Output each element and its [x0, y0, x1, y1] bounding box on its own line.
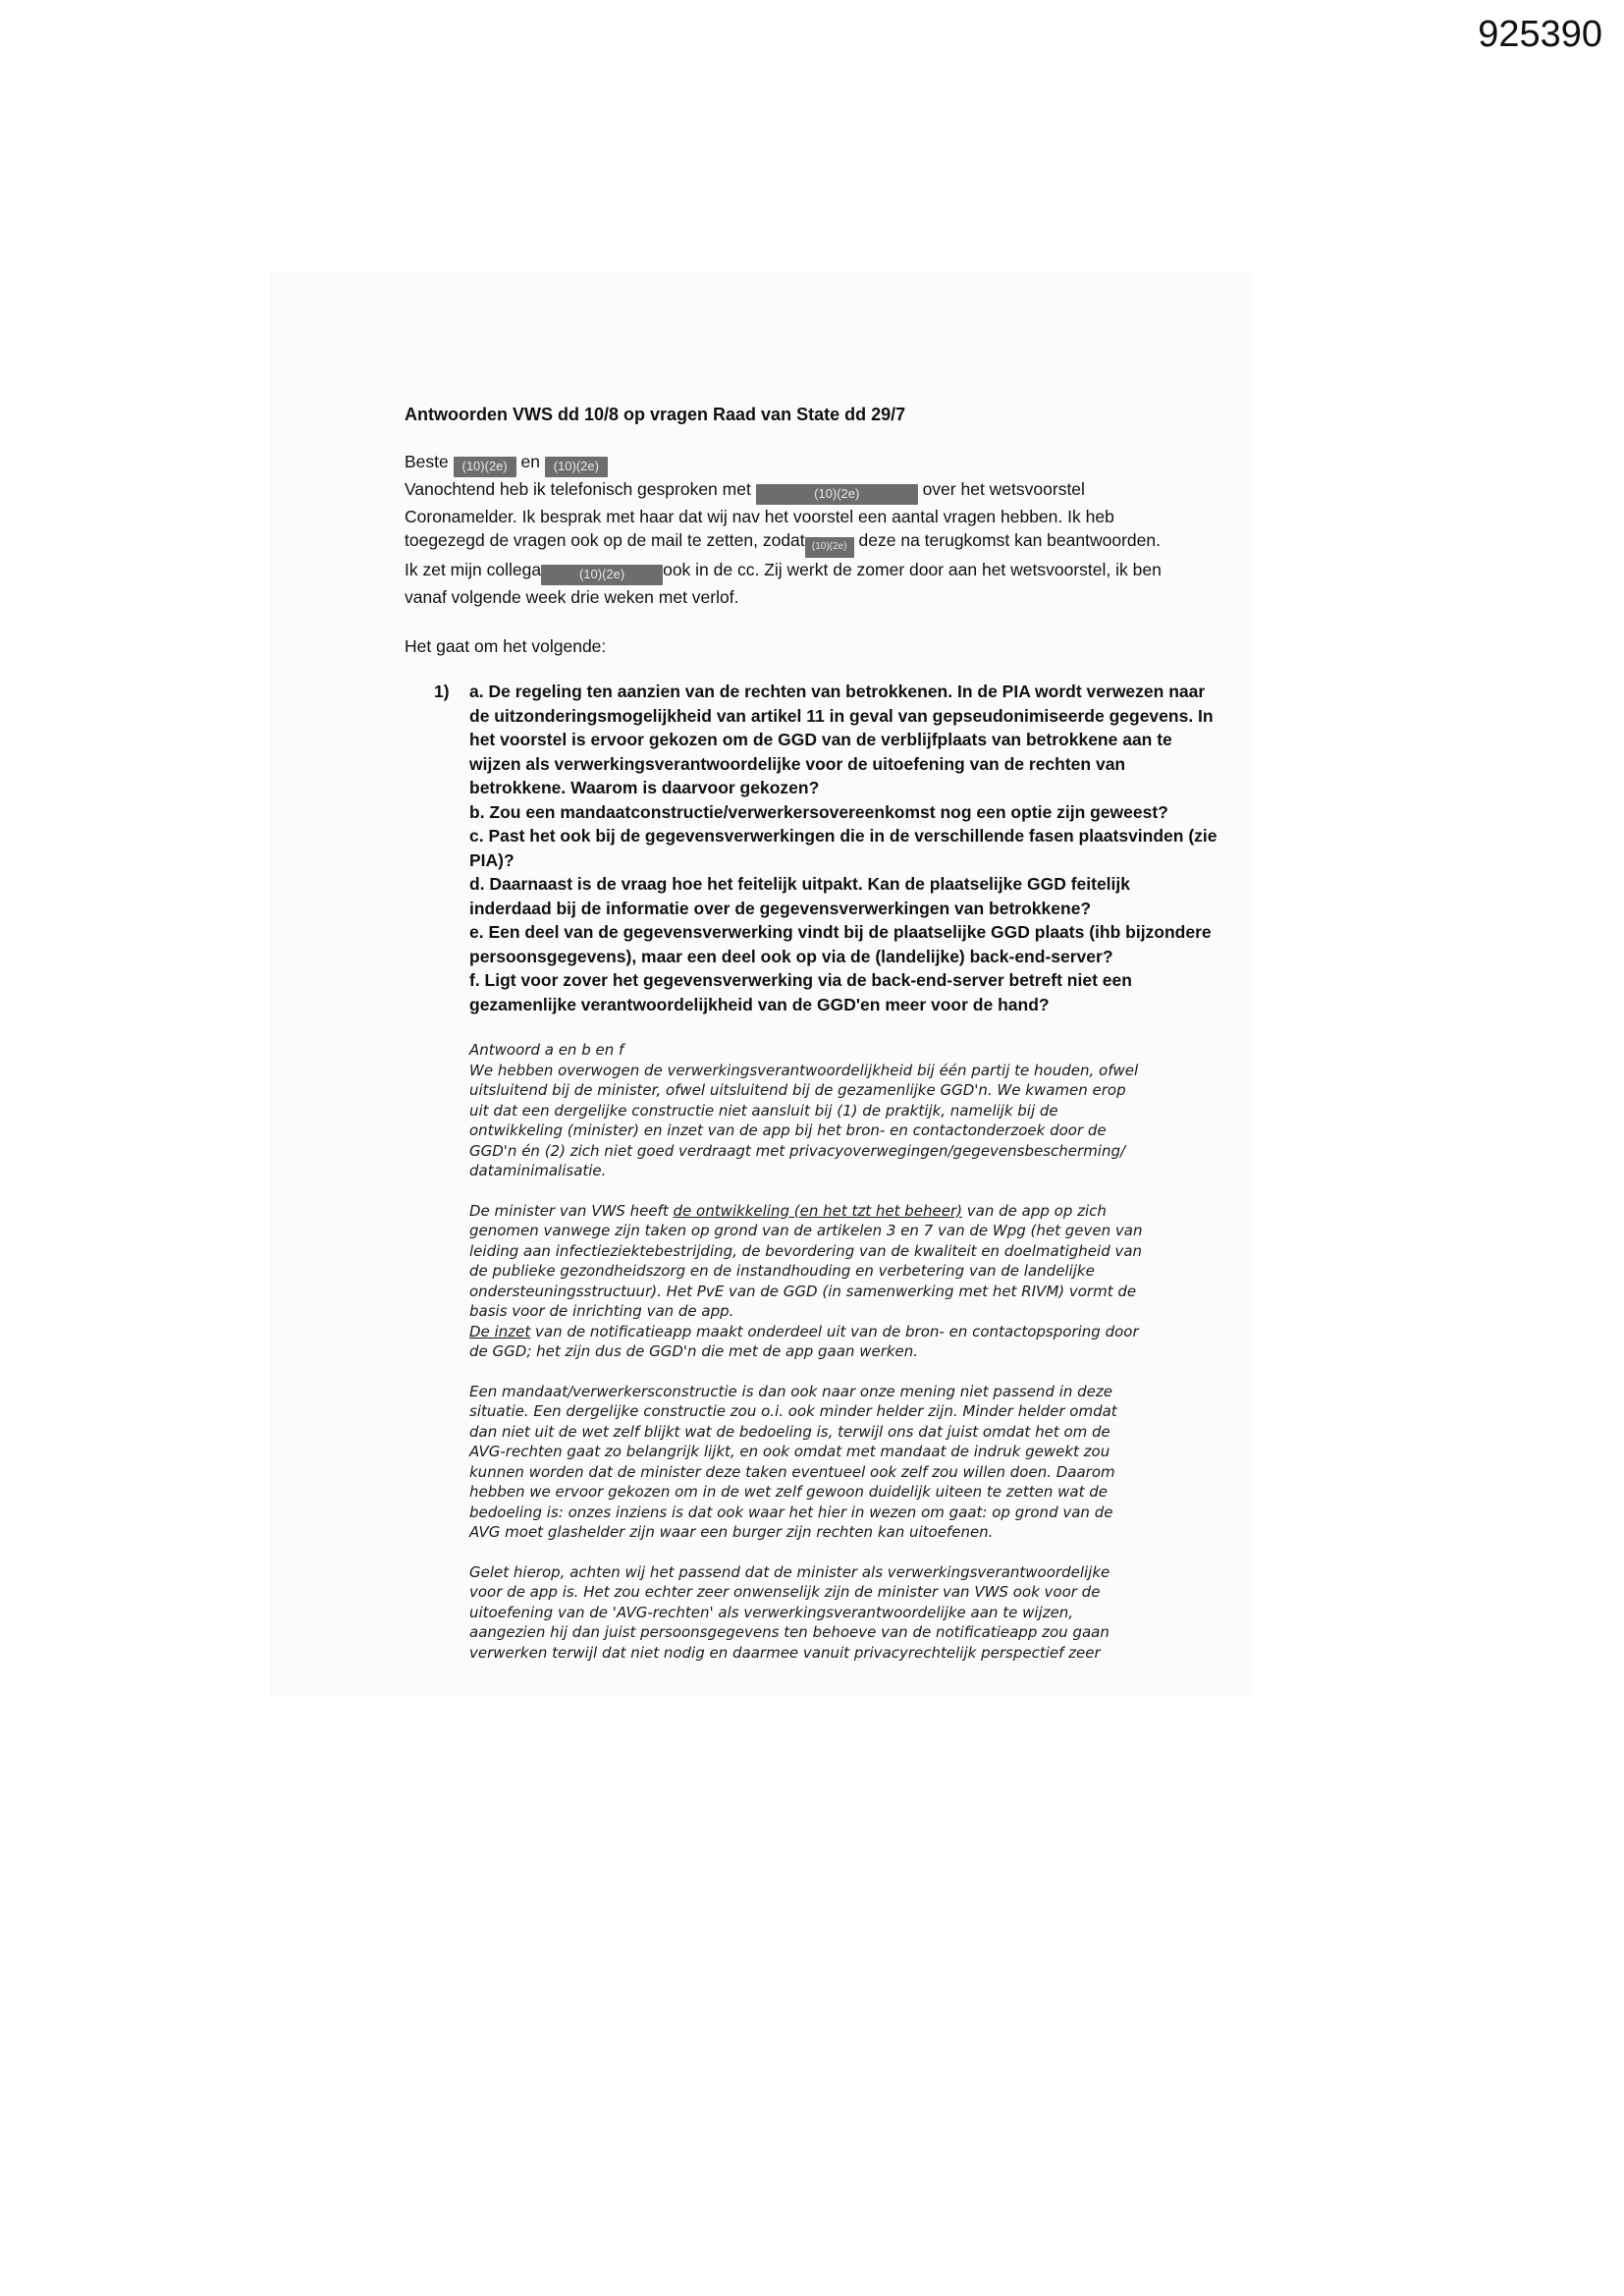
answer-paragraph	[469, 1382, 1249, 1543]
question-line: e. Een deel van de gegevensverwerking vindt bij de plaatselijke GGD plaats (ihb bijzondere	[469, 922, 1212, 942]
intro-text: over het wetsvoorstel	[922, 478, 1085, 499]
question-line: de uitzonderingsmogelijkheid van artikel 11 in geval van gepseudonimiseerde gegevens. In	[469, 705, 1214, 726]
intro-text: deze na terugkomst kan beantwoorden.	[858, 530, 1161, 550]
question-line: c. Past het ook bij de gegevensverwerkingen die in de verschillende fasen plaatsvinden (zie	[469, 826, 1218, 846]
answer-section	[469, 1040, 1249, 1663]
answer-line: verwerken terwijl dat niet nodig en daarmee vanuit privacyrechtelijk perspectief zeer	[469, 1643, 1101, 1662]
answer-line: ontwikkeling (minister) en inzet van de app bij het bron- en contactonderzoek door de	[469, 1121, 1107, 1139]
intro-line: Coronamelder. Ik besprak met haar dat wij nav het voorstel een aantal vragen hebben. Ik heb	[405, 506, 1114, 526]
answer-line: basis voor de inrichting van de app.	[469, 1302, 734, 1320]
question-line: gezamenlijke verantwoordelijkheid van de GGD'en meer voor de hand?	[469, 994, 1050, 1014]
answer-text: van de notificatieapp maakt onderdeel uit van de bron- en contactopsporing door	[535, 1322, 1139, 1340]
answer-paragraph	[469, 1562, 1249, 1664]
question-line: persoonsgegevens), maar een deel ook op via de (landelijke) back-end-server?	[469, 946, 1113, 966]
intro-text: toegezegd de vragen ook op de mail te zetten, zodat	[405, 530, 805, 550]
question-line: d. Daarnaast is de vraag hoe het feitelijk uitpakt. Kan de plaatselijke GGD feitelijk	[469, 874, 1130, 894]
intro-text: ook in de cc. Zij werkt de zomer door aan het wetsvoorstel, ik ben	[663, 560, 1162, 579]
answer-line: AVG moet glashelder zijn waar een burger zijn rechten kan uitoefenen.	[469, 1523, 994, 1541]
answer-line: aangezien hij dan juist persoonsgegevens ten behoeve van de notificatieapp zou gaan	[469, 1623, 1110, 1641]
answer-heading: Antwoord a en b en f	[469, 1041, 624, 1059]
answer-line: GGD'n én (2) zich niet goed verdraagt met privacyoverwegingen/gegevensbescherming/	[469, 1141, 1126, 1160]
redaction-box: (10)(2e)	[541, 565, 663, 585]
answer-line: Een mandaat/verwerkersconstructie is dan ook naar onze mening niet passend in deze	[469, 1382, 1113, 1400]
answer-line: uitoefening van de 'AVG-rechten' als verwerkingsverantwoordelijke aan te wijzen,	[469, 1603, 1074, 1621]
question-line: betrokkene. Waarom is daarvoor gekozen?	[469, 778, 820, 797]
lead-in: Het gaat om het volgende:	[405, 635, 607, 656]
question-line: inderdaad bij de informatie over de gegevensverwerkingen van betrokkene?	[469, 898, 1092, 918]
answer-line: voor de app is. Het zou echter zeer onwenselijk zijn de minister van VWS ook voor de	[469, 1583, 1101, 1601]
answer-line: uitsluitend bij de minister, ofwel uitsluitend bij de gezamenlijke GGD'n. We kwamen erop	[469, 1081, 1126, 1099]
answer-line: ondersteuningsstructuur). Het PvE van de GGD (in samenwerking met het RIVM) vormt de	[469, 1282, 1137, 1300]
answer-text: De minister van VWS heeft	[469, 1201, 669, 1220]
intro-line	[405, 558, 1249, 585]
question-line: het voorstel is ervoor gekozen om de GGD van de verblijfplaats van betrokkene aan te	[469, 730, 1172, 749]
redaction-box: (10)(2e)	[454, 457, 516, 477]
question-line: a. De regeling ten aanzien van de rechten van betrokkenen. In de PIA wordt verwezen naar	[469, 682, 1206, 701]
intro-line	[405, 477, 1249, 505]
answer-line: dataminimalisatie.	[469, 1162, 607, 1179]
redaction-box: (10)(2e)	[545, 457, 608, 477]
answer-paragraph	[469, 1221, 1249, 1322]
question-line: b. Zou een mandaatconstructie/verwerkersovereenkomst nog een optie zijn geweest?	[469, 801, 1168, 822]
answer-line: situatie. Een dergelijke constructie zou o.i. ook minder helder zijn. Minder helder omdat	[469, 1402, 1117, 1420]
answer-line: leiding aan infectieziektebestrijding, de bevordering van de kwaliteit en doelmatigheid van	[469, 1241, 1143, 1260]
question-block	[434, 680, 1249, 1018]
document-number: 925390	[1478, 14, 1602, 55]
letter-content	[405, 403, 1249, 1663]
answer-line: de publieke gezondheidszorg en de instandhouding en verbetering van de landelijke	[469, 1262, 1095, 1280]
answer-line	[469, 1322, 1249, 1342]
answer-text: van de app op zich	[966, 1201, 1107, 1220]
answer-text-underlined: De inzet	[469, 1322, 531, 1340]
answer-line: kunnen worden dat de minister deze taken eventueel ook zelf zou willen doen. Daarom	[469, 1462, 1115, 1481]
answer-line: AVG-rechten gaat zo belangrijk lijkt, en ook omdat met mandaat de indruk gewekt zou	[469, 1443, 1110, 1460]
intro-text: Ik zet mijn collega	[405, 560, 542, 579]
answer-line: bedoeling is: onzes inziens is dat ook waar het hier in wezen om gaat: op grond van de	[469, 1503, 1113, 1521]
intro-line: vanaf volgende week drie weken met verlof.	[405, 587, 739, 607]
question-number: 1)	[434, 682, 450, 701]
answer-line: uit dat een dergelijke constructie niet aansluit bij (1) de praktijk, namelijk bij de	[469, 1101, 1058, 1120]
question-lines	[469, 680, 1249, 1018]
intro-line	[405, 528, 1249, 558]
answer-line: hebben we ervoor gekozen om in de wet zelf gewoon duidelijk uiteen te zetten wat de	[469, 1483, 1109, 1501]
question-line: f. Ligt voor zover het gegevensverwerking via de back-end-server betreft niet een	[469, 970, 1132, 990]
intro-text: Vanochtend heb ik telefonisch gesproken met	[405, 478, 751, 499]
question-line: wijzen als verwerkingsverantwoordelijke voor de uitoefening van de rechten van	[469, 753, 1126, 774]
question-line: PIA)?	[469, 849, 514, 870]
greeting	[405, 450, 1249, 477]
answer-line: genomen vanwege zijn taken op grond van de artikelen 3 en 7 van de Wpg (het geven van	[469, 1222, 1143, 1239]
answer-line: de GGD; het zijn dus de GGD'n die met de app gaan werken.	[469, 1342, 919, 1360]
redaction-box: (10)(2e)	[805, 537, 854, 558]
answer-line: We hebben overwogen de verwerkingsverantwoordelijkheid bij één partij te houden, ofwel	[469, 1061, 1139, 1079]
greeting-conj: en	[520, 451, 540, 471]
answer-text-underlined: de ontwikkeling (en het tzt het beheer)	[673, 1201, 963, 1220]
letter-title: Antwoorden VWS dd 10/8 op vragen Raad van State dd 29/7	[405, 405, 906, 424]
answer-line: Gelet hierop, achten wij het passend dat de minister als verwerkingsverantwoordelijke	[469, 1562, 1110, 1581]
greeting-word: Beste	[405, 451, 449, 471]
redaction-box: (10)(2e)	[756, 484, 918, 505]
answer-line	[469, 1201, 1249, 1222]
answer-line: dan niet uit de wet zelf blijkt wat de bedoeling is, terwijl ons dat juist omdat het om de	[469, 1422, 1110, 1441]
answer-paragraph	[469, 1061, 1249, 1181]
